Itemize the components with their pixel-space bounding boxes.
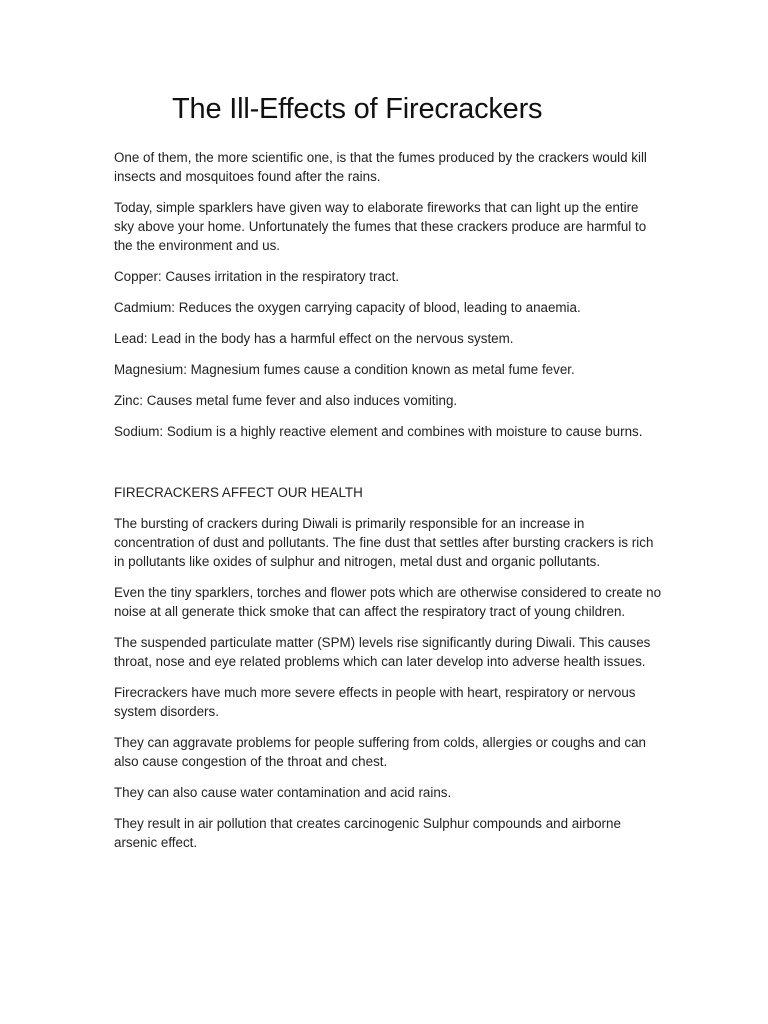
element-effect-zinc: Zinc: Causes metal fume fever and also induces vomiting. [114,393,458,408]
element-effect-sodium: Sodium: Sodium is a highly reactive element and combines with moisture to cause burns. [114,424,643,439]
document-body [114,148,662,864]
health-paragraph: They can also cause water contamination and acid rains. [114,785,452,800]
intro-paragraph: Today, simple sparklers have given way to elaborate fireworks that can light up the entire sky above your home. Unfortunately the fumes that these crackers produce are harmful to the the environment and us. [114,200,647,253]
element-effect-magnesium: Magnesium: Magnesium fumes cause a condition known as metal fume fever. [114,362,575,377]
health-paragraph: Firecrackers have much more severe effects in people with heart, respiratory or nervous system disorders. [114,685,636,719]
element-effect-lead: Lead: Lead in the body has a harmful effect on the nervous system. [114,331,514,346]
health-paragraph: Even the tiny sparklers, torches and flower pots which are otherwise considered to create no noise at all generate thick smoke that can affect the respiratory tract of young children. [114,585,662,619]
health-paragraph: They result in air pollution that creates carcinogenic Sulphur compounds and airborne arsenic effect. [114,816,621,850]
intro-paragraph: One of them, the more scientific one, is that the fumes produced by the crackers would kill insects and mosquitoes found after the rains. [114,150,647,184]
element-effect-copper: Copper: Causes irritation in the respiratory tract. [114,269,400,284]
health-paragraph: They can aggravate problems for people suffering from colds, allergies or coughs and can also cause congestion of the throat and chest. [114,735,646,769]
health-paragraph: The bursting of crackers during Diwali is primarily responsible for an increase in concentration of dust and pollutants. The fine dust that settles after bursting crackers is rich in pollutants like oxides of sulphur and nitrogen, metal dust and organic pollutants. [114,516,654,569]
element-effect-cadmium: Cadmium: Reduces the oxygen carrying capacity of blood, leading to anaemia. [114,300,581,315]
health-paragraph: The suspended particulate matter (SPM) levels rise significantly during Diwali. This causes throat, nose and eye related problems which can later develop into adverse health issues. [114,635,651,669]
section-heading: FIRECRACKERS AFFECT OUR HEALTH [114,485,363,500]
page-title: The Ill-Effects of Firecrackers [172,93,543,125]
